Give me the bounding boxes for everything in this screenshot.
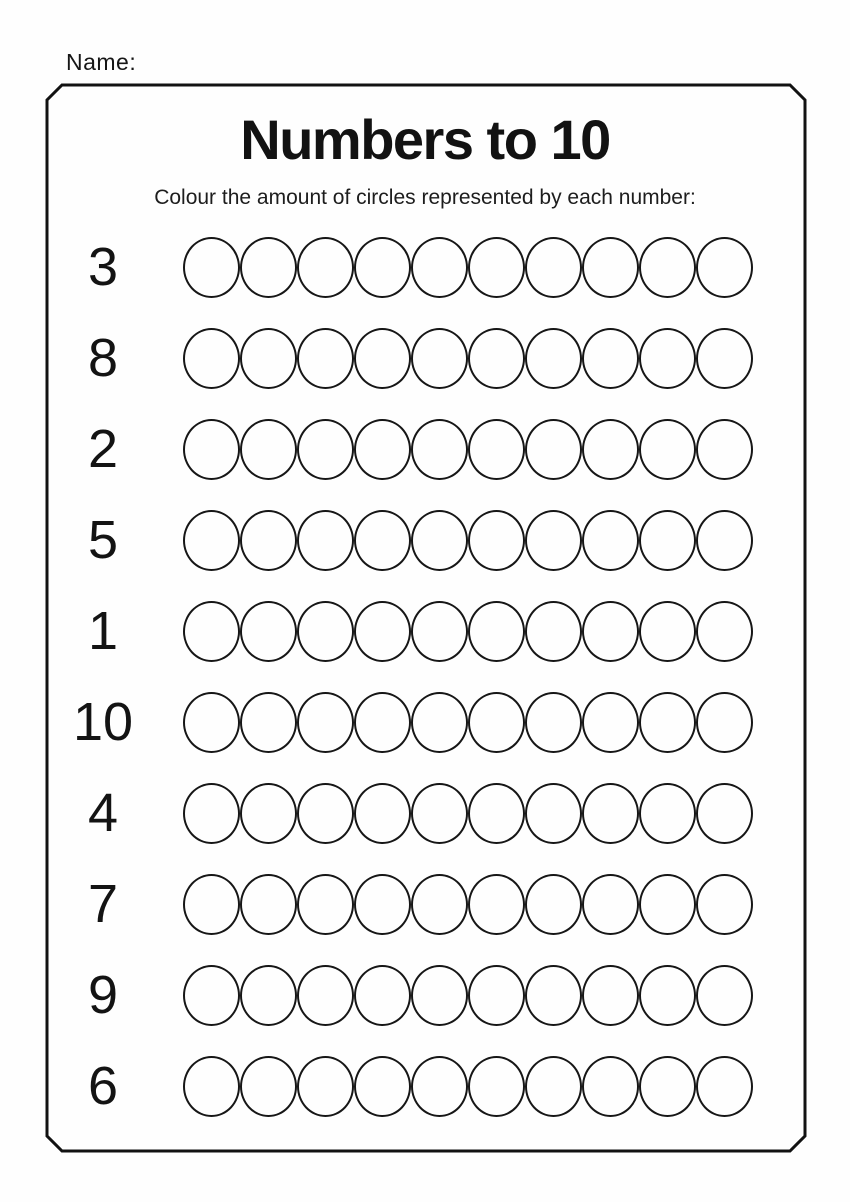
colourable-circle[interactable] [354,783,411,844]
row-number: 3 [87,237,119,297]
colourable-circle[interactable] [240,965,297,1026]
colourable-circle[interactable] [696,965,753,1026]
colourable-circle[interactable] [468,237,525,298]
colourable-circle[interactable] [582,328,639,389]
colourable-circle[interactable] [468,328,525,389]
row-number: 9 [87,965,119,1025]
colourable-circle[interactable] [297,419,354,480]
row-number: 6 [87,1056,119,1116]
colourable-circle[interactable] [525,419,582,480]
colourable-circle[interactable] [696,237,753,298]
name-label: Name: [66,49,137,75]
colourable-circle[interactable] [240,783,297,844]
colourable-circle[interactable] [639,1056,696,1117]
colourable-circle[interactable] [354,692,411,753]
colourable-circle[interactable] [183,237,240,298]
colourable-circle[interactable] [183,692,240,753]
colourable-circle[interactable] [240,419,297,480]
colourable-circle[interactable] [354,237,411,298]
worksheet-row [47,404,805,494]
circles-strip [183,328,753,389]
colourable-circle[interactable] [468,419,525,480]
colourable-circle[interactable] [297,783,354,844]
colourable-circle[interactable] [297,965,354,1026]
colourable-circle[interactable] [183,965,240,1026]
colourable-circle[interactable] [582,510,639,571]
colourable-circle[interactable] [354,419,411,480]
circles-strip [183,965,753,1026]
worksheet-row [47,313,805,403]
colourable-circle[interactable] [354,601,411,662]
colourable-circle[interactable] [240,510,297,571]
row-number: 10 [72,692,134,752]
colourable-circle[interactable] [297,237,354,298]
colourable-circle[interactable] [525,237,582,298]
row-number: 2 [87,419,119,479]
colourable-circle[interactable] [696,601,753,662]
colourable-circle[interactable] [468,965,525,1026]
row-number: 5 [87,510,119,570]
circles-strip [183,419,753,480]
colourable-circle[interactable] [240,328,297,389]
colourable-circle[interactable] [696,510,753,571]
colourable-circle[interactable] [240,237,297,298]
colourable-circle[interactable] [183,328,240,389]
colourable-circle[interactable] [525,510,582,571]
colourable-circle[interactable] [183,601,240,662]
colourable-circle[interactable] [468,692,525,753]
colourable-circle[interactable] [297,874,354,935]
colourable-circle[interactable] [639,510,696,571]
worksheet-row [47,677,805,767]
colourable-circle[interactable] [297,601,354,662]
colourable-circle[interactable] [468,601,525,662]
colourable-circle[interactable] [525,965,582,1026]
instruction-text: Colour the amount of circles represented by each number: [154,186,696,209]
colourable-circle[interactable] [639,328,696,389]
colourable-circle[interactable] [354,510,411,571]
colourable-circle[interactable] [582,965,639,1026]
page-title: Numbers to 10 [240,108,610,171]
colourable-circle[interactable] [639,874,696,935]
colourable-circle[interactable] [639,237,696,298]
colourable-circle[interactable] [183,783,240,844]
worksheet-row [47,495,805,585]
worksheet-row [47,859,805,949]
colourable-circle[interactable] [696,328,753,389]
colourable-circle[interactable] [411,1056,468,1117]
colourable-circle[interactable] [411,237,468,298]
colourable-circle[interactable] [582,419,639,480]
colourable-circle[interactable] [525,601,582,662]
row-number: 8 [87,328,119,388]
circles-strip [183,237,753,298]
colourable-circle[interactable] [639,419,696,480]
colourable-circle[interactable] [240,1056,297,1117]
colourable-circle[interactable] [468,783,525,844]
colourable-circle[interactable] [183,510,240,571]
worksheet-row [47,222,805,312]
colourable-circle[interactable] [525,874,582,935]
colourable-circle[interactable] [468,510,525,571]
colourable-circle[interactable] [411,874,468,935]
row-number: 4 [87,783,119,843]
colourable-circle[interactable] [183,874,240,935]
colourable-circle[interactable] [411,692,468,753]
colourable-circle[interactable] [696,692,753,753]
row-number: 7 [87,874,119,934]
colourable-circle[interactable] [525,692,582,753]
colourable-circle[interactable] [411,419,468,480]
colourable-circle[interactable] [582,874,639,935]
colourable-circle[interactable] [582,1056,639,1117]
circles-strip [183,601,753,662]
colourable-circle[interactable] [297,328,354,389]
colourable-circle[interactable] [240,692,297,753]
colourable-circle[interactable] [525,783,582,844]
colourable-circle[interactable] [582,237,639,298]
colourable-circle[interactable] [411,328,468,389]
colourable-circle[interactable] [240,601,297,662]
colourable-circle[interactable] [525,1056,582,1117]
colourable-circle[interactable] [582,692,639,753]
colourable-circle[interactable] [696,874,753,935]
row-number: 1 [87,601,119,661]
colourable-circle[interactable] [639,965,696,1026]
circles-strip [183,874,753,935]
colourable-circle[interactable] [696,1056,753,1117]
colourable-circle[interactable] [639,601,696,662]
colourable-circle[interactable] [696,419,753,480]
colourable-circle[interactable] [411,783,468,844]
worksheet-row [47,1041,805,1131]
colourable-circle[interactable] [468,1056,525,1117]
colourable-circle[interactable] [411,510,468,571]
colourable-circle[interactable] [639,783,696,844]
colourable-circle[interactable] [354,874,411,935]
colourable-circle[interactable] [297,692,354,753]
worksheet-row [47,768,805,858]
colourable-circle[interactable] [354,1056,411,1117]
circles-strip [183,692,753,753]
colourable-circle[interactable] [696,783,753,844]
colourable-circle[interactable] [183,1056,240,1117]
colourable-circle[interactable] [297,1056,354,1117]
colourable-circle[interactable] [468,874,525,935]
colourable-circle[interactable] [354,328,411,389]
worksheet-row [47,586,805,676]
colourable-circle[interactable] [639,692,696,753]
colourable-circle[interactable] [525,328,582,389]
colourable-circle[interactable] [354,965,411,1026]
circles-strip [183,783,753,844]
circles-strip [183,510,753,571]
colourable-circle[interactable] [240,874,297,935]
colourable-circle[interactable] [297,510,354,571]
colourable-circle[interactable] [411,601,468,662]
circles-strip [183,1056,753,1117]
worksheet-row [47,950,805,1040]
colourable-circle[interactable] [411,965,468,1026]
colourable-circle[interactable] [582,601,639,662]
colourable-circle[interactable] [582,783,639,844]
colourable-circle[interactable] [183,419,240,480]
